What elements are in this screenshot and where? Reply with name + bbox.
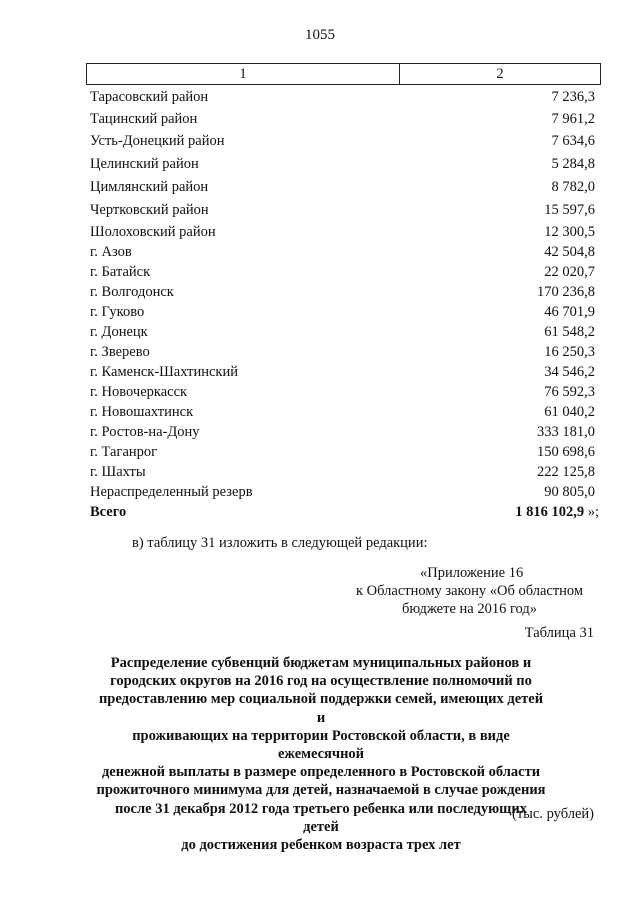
total-label: Всего — [90, 504, 127, 520]
row-value: 222 125,8 — [537, 464, 595, 480]
row-name: г. Каменск-Шахтинский — [90, 364, 238, 380]
table-row — [90, 342, 599, 362]
row-value: 12 300,5 — [544, 224, 595, 240]
table-row — [90, 382, 599, 402]
table-row — [90, 154, 599, 174]
table-label: Таблица 31 — [524, 625, 594, 641]
appendix-line-2: к Областному закону «Об областном — [356, 583, 584, 599]
row-name: г. Таганрог — [90, 444, 158, 460]
row-value: 76 592,3 — [544, 384, 595, 400]
row-name: г. Батайск — [90, 264, 151, 280]
page-number: 1055 — [305, 27, 335, 43]
row-name: Цимлянский район — [90, 179, 209, 195]
table-row — [90, 282, 599, 302]
title-line: проживающих на территории Ростовской области, в виде ежемесячной — [132, 727, 510, 763]
table-row — [90, 462, 599, 482]
table-row — [90, 482, 599, 502]
table-row — [90, 322, 599, 342]
row-name: Усть-Донецкий район — [90, 133, 225, 149]
row-value: 333 181,0 — [537, 424, 595, 440]
column-2-header: 2 — [496, 66, 504, 82]
row-name: Чертковский район — [90, 202, 209, 218]
table-row — [90, 177, 599, 197]
row-name: г. Ростов-на-Дону — [90, 424, 200, 440]
row-name: Нераспределенный резерв — [90, 484, 253, 500]
table-total-row — [90, 502, 599, 522]
row-name: г. Новошахтинск — [90, 404, 194, 420]
row-value: 34 546,2 — [544, 364, 595, 380]
total-value: 1 816 102,9 — [515, 504, 585, 520]
row-name: г. Азов — [90, 244, 132, 260]
row-name: г. Шахты — [90, 464, 146, 480]
title-line: городских округов на 2016 год на осуществление полномочий по — [110, 673, 532, 690]
table-row — [90, 109, 599, 129]
appendix-line-3: бюджете на 2016 год» — [402, 601, 538, 617]
table-row — [90, 242, 599, 262]
row-value: 7 236,3 — [551, 89, 595, 105]
row-value: 61 040,2 — [544, 404, 595, 420]
column-1-header: 1 — [87, 64, 400, 84]
table-row — [90, 302, 599, 322]
total-suffix: »; — [584, 504, 599, 520]
table-row — [90, 262, 599, 282]
row-value: 46 701,9 — [544, 304, 595, 320]
appendix-line-1: «Приложение 16 — [420, 565, 524, 581]
row-value: 15 597,6 — [544, 202, 595, 218]
table-row — [90, 442, 599, 462]
table-row — [90, 200, 599, 220]
row-name: г. Зверево — [90, 344, 150, 360]
title-line: до достижения ребенком возраста трех лет — [181, 837, 461, 854]
table-row — [90, 362, 599, 382]
row-name: г. Гуково — [90, 304, 145, 320]
row-name: г. Волгодонск — [90, 284, 174, 300]
table-header — [86, 63, 601, 85]
row-name: г. Новочеркасск — [90, 384, 188, 400]
row-name: г. Донецк — [90, 324, 148, 340]
title-line: после 31 декабря 2012 года третьего ребенка или последующих детей — [114, 800, 528, 835]
row-name: Шолоховский район — [90, 224, 216, 240]
row-value: 61 548,2 — [544, 324, 595, 340]
row-value: 22 020,7 — [544, 264, 595, 280]
table-row — [90, 131, 599, 151]
title-line: предоставлению мер социальной поддержки семей, имеющих детей и — [98, 691, 544, 726]
row-value: 90 805,0 — [544, 484, 595, 500]
row-value: 42 504,8 — [544, 244, 595, 260]
table-title — [96, 654, 546, 854]
row-value: 16 250,3 — [544, 344, 595, 360]
row-name: Тарасовский район — [90, 89, 209, 105]
row-name: Тацинский район — [90, 111, 198, 127]
title-line: Распределение субвенций бюджетам муниципальных районов и — [110, 655, 532, 671]
title-line: прожиточного минимума для детей, назначаемой в случае рождения — [96, 782, 546, 799]
row-value: 5 284,8 — [551, 156, 595, 172]
title-line: денежной выплаты в размере определенного в Ростовской области — [101, 764, 541, 781]
table-row — [90, 222, 599, 242]
table-row — [90, 422, 599, 442]
row-value: 7 634,6 — [551, 133, 595, 149]
table-row — [90, 87, 599, 107]
instruction-text: в) таблицу 31 изложить в следующей редакции: — [132, 535, 428, 551]
table-row — [90, 402, 599, 422]
row-value: 150 698,6 — [537, 444, 595, 460]
row-name: Целинский район — [90, 156, 199, 172]
row-value: 170 236,8 — [537, 284, 595, 300]
row-value: 8 782,0 — [551, 179, 595, 195]
units-note: (тыс. рублей) — [512, 806, 594, 822]
row-value: 7 961,2 — [551, 111, 595, 127]
